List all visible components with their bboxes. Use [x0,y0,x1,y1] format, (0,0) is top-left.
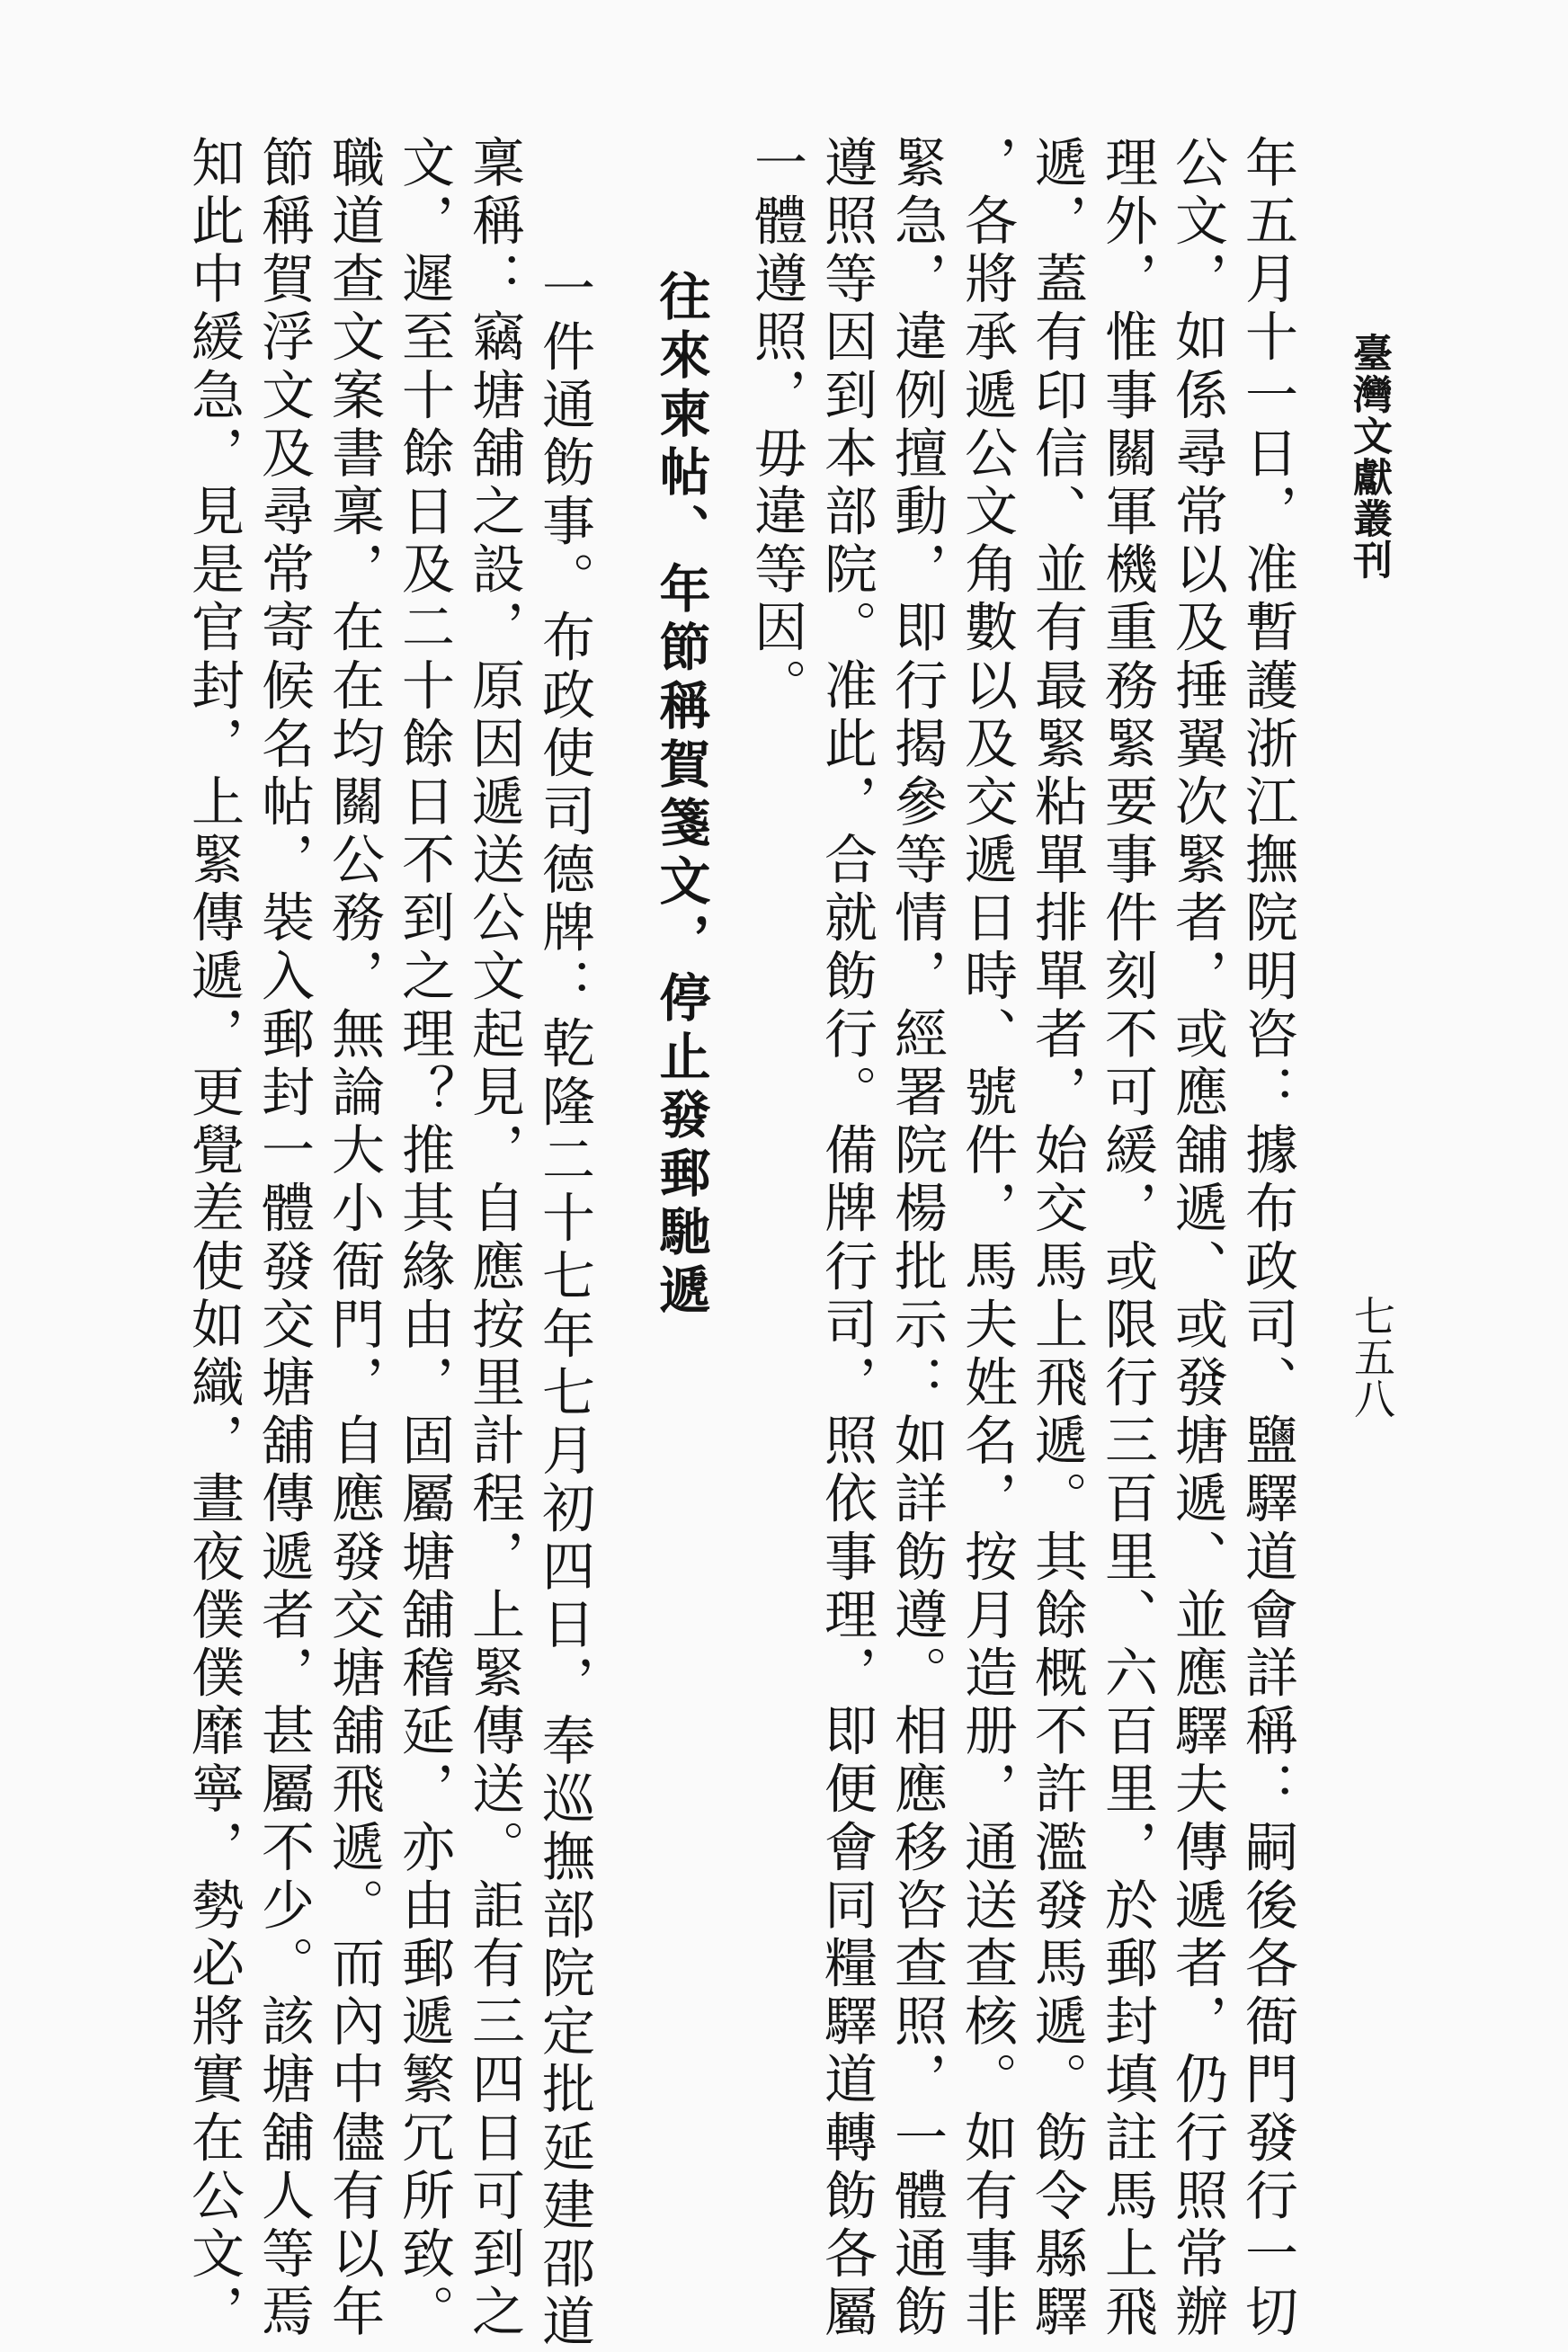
text-column: 理外，惟事關軍機重務緊要事件刻不可緩，或限行三百里、六百里，於郵封填註馬上飛 [1096,135,1158,2342]
text-column: 文，遲至十餘日及二十餘日不到之理？推其緣由，固屬塘舖稽延，亦由郵遞繁冗所致。 [393,135,455,2342]
text-column: 知此中緩急，見是官封，上緊傳遞，更覺差使如織，晝夜僕僕靡寧，勢必將實在公文， [183,135,245,2342]
text-column: 遵照等因到本部院。准此，合就飭行。備牌行司，照依事理，即便會同糧驛道轉飭各屬 [815,135,878,2342]
running-header: 臺灣文獻叢刊 [1346,333,1392,581]
page-number: 七五八 [1348,1295,1396,1419]
text-column: 職道查文案書稟，在在均關公務，無論大小衙門，自應發交塘舖飛遞。而內中儘有以年 [323,135,385,2342]
text-column: 稟稱：竊塘舖之設，原因遞送公文起見，自應按里計程，上緊傳送。詎有三四日可到之 [463,135,525,2342]
text-column: 公文，如係尋常以及捶翼次緊者，或應舖遞、或發塘遞、並應驛夫傳遞者，仍行照常辦 [1166,135,1228,2342]
text-column: 年五月十一日，准暫護浙江撫院明咨：據布政司、鹽驛道會詳稱：嗣後各衙門發行一切 [1236,135,1298,2342]
text-column: 一件通飭事。布政使司德牌：乾隆二十七年七月初四日，奉巡撫部院定批延建邵道 [533,261,595,2352]
text-column: 節稱賀浮文及尋常寄候名帖，裝入郵封一體發交塘舖傳遞者，甚屬不少。該塘舖人等焉 [253,135,315,2342]
text-column: 遞，蓋有印信、並有最緊粘單排單者，始交馬上飛遞。其餘概不許濫發馬遞。飭令縣驛 [1026,135,1088,2342]
text-column: ，各將承遞公文角數以及交遞日時、號件，馬夫姓名，按月造册，通送查核。如有事非 [956,135,1018,2342]
text-column: 一體遵照，毋違等因。 [745,135,807,716]
text-column: 緊急，違例擅動，即行揭參等情，經署院楊批示：如詳飭遵。相應移咨查照，一體通飭 [886,135,948,2342]
section-heading: 往來柬帖、年節稱賀箋文，停止發郵馳遞 [651,270,711,1322]
